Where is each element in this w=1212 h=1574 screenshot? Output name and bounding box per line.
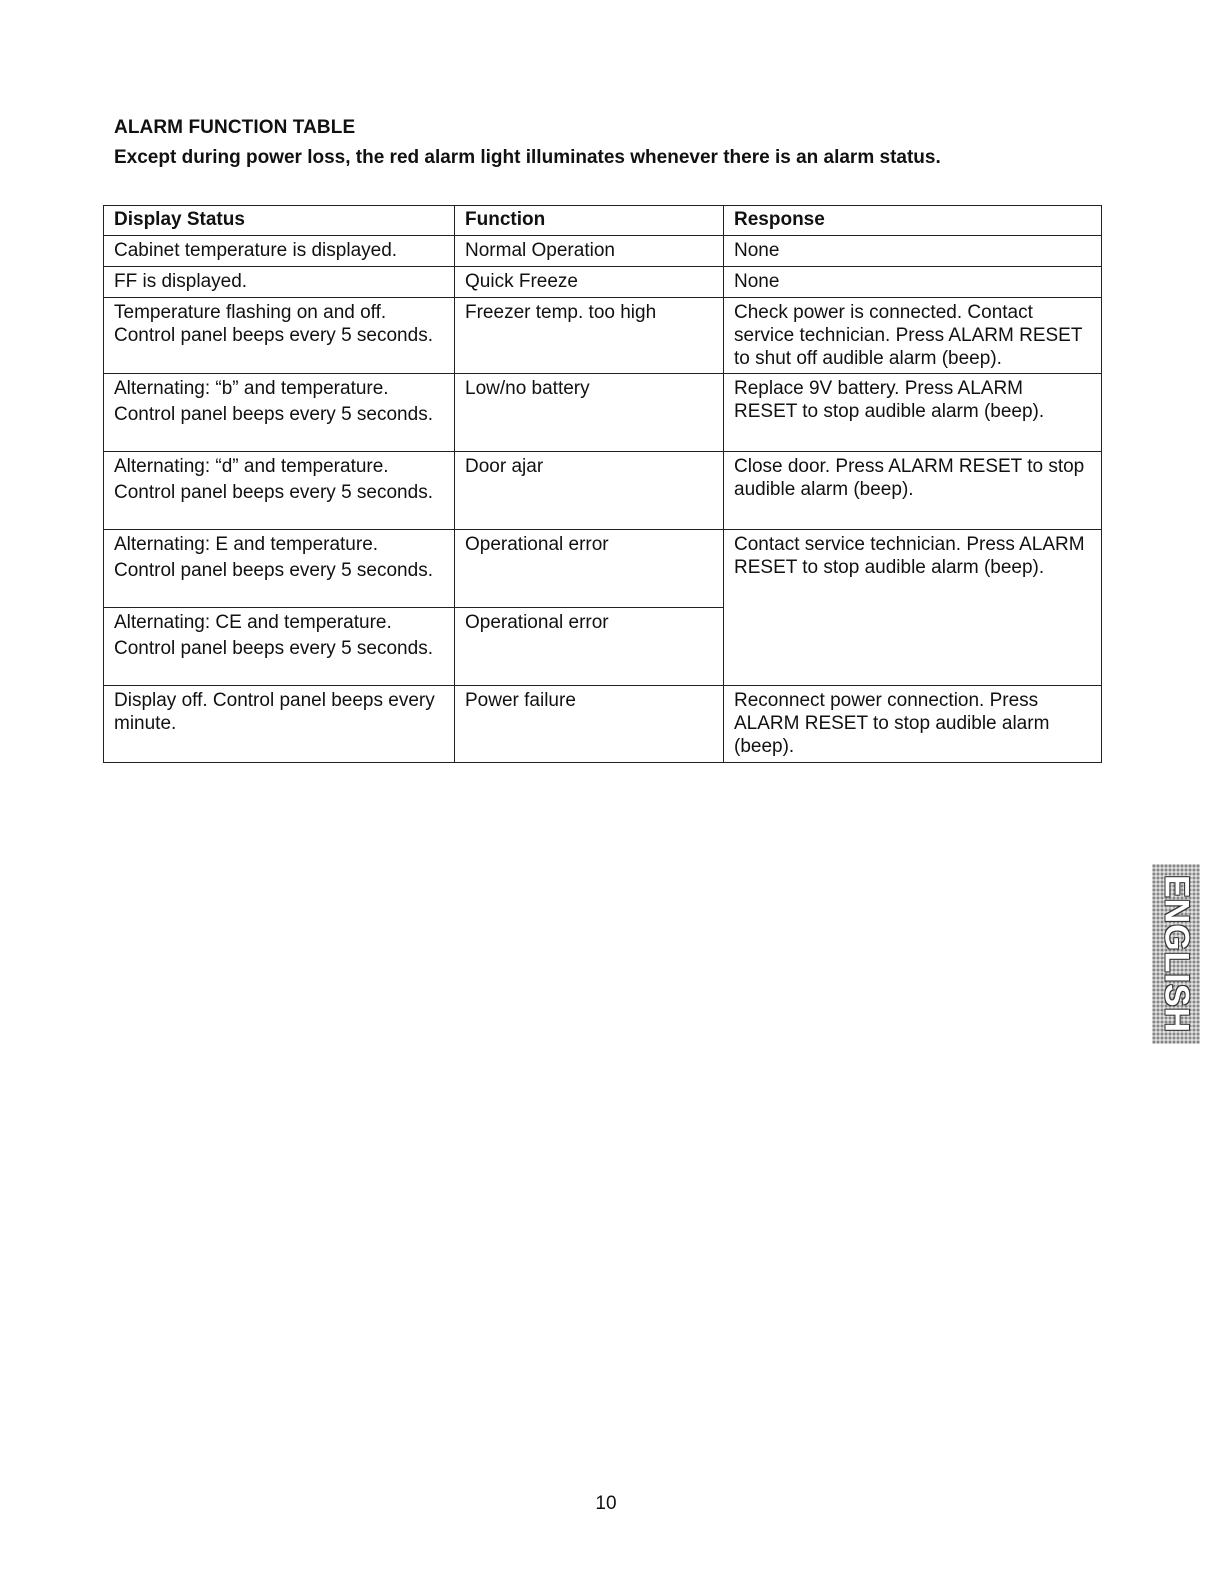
header-function: Function bbox=[455, 206, 724, 236]
alarm-function-table bbox=[103, 205, 1102, 763]
cell-response: Replace 9V battery. Press ALARM RESET to stop audible alarm (beep). bbox=[724, 374, 1102, 452]
display-status-line: Alternating: “d” and temperature. bbox=[114, 456, 389, 477]
cell-function: Operational error bbox=[455, 608, 724, 686]
display-status-line: Alternating: CE and temperature. bbox=[114, 612, 392, 633]
cell-display-status: Temperature flashing on and off. Control panel beeps every 5 seconds. bbox=[104, 298, 455, 374]
table-row bbox=[104, 374, 1102, 452]
cell-response: None bbox=[724, 236, 1102, 267]
cell-response: Reconnect power connection. Press ALARM RESET to stop audible alarm (beep). bbox=[724, 686, 1102, 763]
language-tab-label: ENGLISH bbox=[1157, 874, 1196, 1034]
table-row bbox=[104, 530, 1102, 608]
cell-function: Freezer temp. too high bbox=[455, 298, 724, 374]
header-response: Response bbox=[724, 206, 1102, 236]
section-heading: ALARM FUNCTION TABLE bbox=[114, 117, 356, 138]
cell-display-status: Cabinet temperature is displayed. bbox=[104, 236, 455, 267]
table-row bbox=[104, 452, 1102, 530]
language-tab bbox=[1152, 864, 1200, 1044]
cell-display-status bbox=[104, 374, 455, 452]
cell-response: None bbox=[724, 267, 1102, 298]
display-status-line: Control panel beeps every 5 seconds. bbox=[114, 482, 433, 503]
cell-display-status: FF is displayed. bbox=[104, 267, 455, 298]
display-status-line: Alternating: E and temperature. bbox=[114, 534, 379, 555]
cell-function: Quick Freeze bbox=[455, 267, 724, 298]
cell-function: Normal Operation bbox=[455, 236, 724, 267]
cell-response: Check power is connected. Contact service technician. Press ALARM RESET to shut off audible alarm (beep). bbox=[724, 298, 1102, 374]
table-row bbox=[104, 686, 1102, 763]
cell-response: Close door. Press ALARM RESET to stop audible alarm (beep). bbox=[724, 452, 1102, 530]
page-number: 10 bbox=[595, 1493, 617, 1514]
cell-function: Low/no battery bbox=[455, 374, 724, 452]
table-header-row bbox=[104, 206, 1102, 236]
header-display-status: Display Status bbox=[104, 206, 455, 236]
table-row bbox=[104, 267, 1102, 298]
display-status-line: Alternating: “b” and temperature. bbox=[114, 378, 389, 399]
cell-function: Power failure bbox=[455, 686, 724, 763]
display-status-line: Control panel beeps every 5 seconds. bbox=[114, 638, 433, 659]
table-row bbox=[104, 298, 1102, 374]
section-subheading: Except during power loss, the red alarm light illuminates whenever there is an alarm status. bbox=[114, 147, 941, 168]
display-status-line: Control panel beeps every 5 seconds. bbox=[114, 404, 433, 425]
table-row bbox=[104, 236, 1102, 267]
cell-display-status bbox=[104, 452, 455, 530]
cell-function: Operational error bbox=[455, 530, 724, 608]
display-status-line: Control panel beeps every 5 seconds. bbox=[114, 560, 433, 581]
cell-function: Door ajar bbox=[455, 452, 724, 530]
cell-response: Contact service technician. Press ALARM RESET to stop audible alarm (beep). bbox=[724, 530, 1102, 686]
cell-display-status: Display off. Control panel beeps every minute. bbox=[104, 686, 455, 763]
cell-display-status bbox=[104, 608, 455, 686]
cell-display-status bbox=[104, 530, 455, 608]
